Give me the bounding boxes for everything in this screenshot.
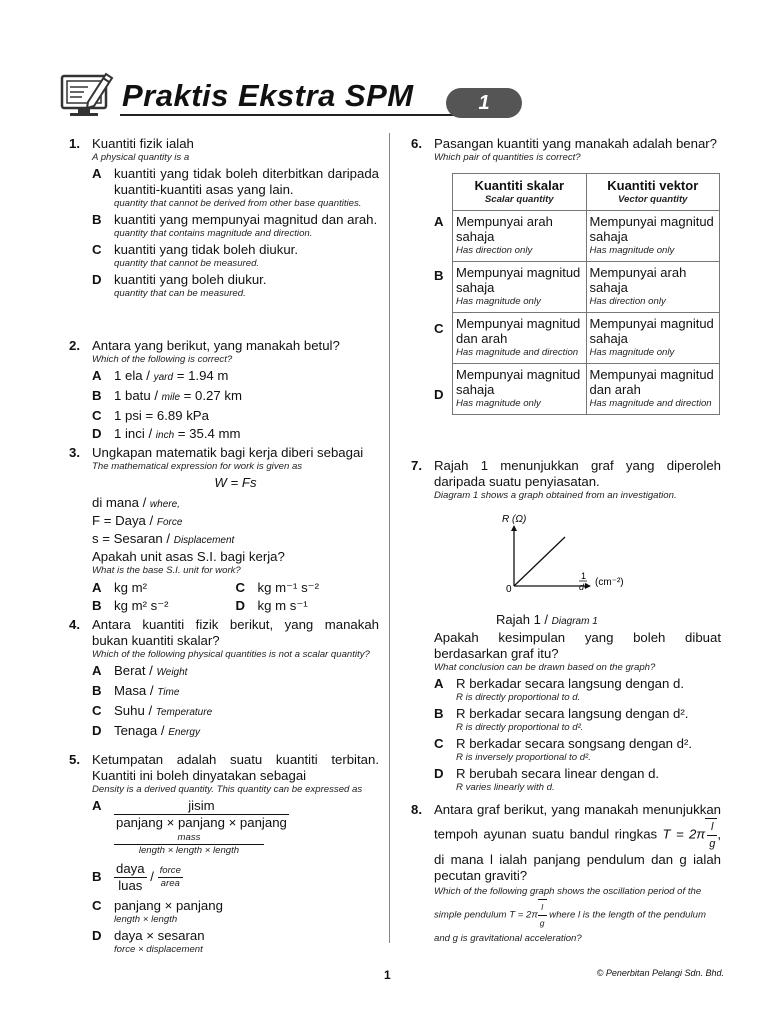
question-translation: Which of the following physical quantities is not a scalar quantity? — [92, 649, 370, 660]
question-number: 2. — [69, 338, 80, 353]
question-number: 7. — [411, 458, 422, 473]
graph-x-unit: (cm⁻²) — [595, 577, 624, 588]
question-6 — [411, 136, 721, 164]
option-a[interactable]: A kg m² — [92, 580, 147, 595]
question-text: Pasangan kuantiti yang manakah adalah benar? — [434, 136, 718, 151]
table-row[interactable]: Mempunyai magnitud sahaja Has magnitude only Mempunyai arah sahaja Has direction only — [453, 261, 720, 312]
question-4 — [69, 617, 379, 741]
question-number: 8. — [411, 802, 422, 817]
question-number: 1. — [69, 136, 80, 151]
sub-question-text: Apakah kesimpulan yang boleh dibuat berdasarkan graf itu? — [434, 630, 721, 661]
question-text: Ketumpatan adalah suatu kuantiti terbitan. Kuantiti ini boleh dinyatakan sebagai — [92, 752, 379, 783]
question-text: Kuantiti fizik ialah — [92, 136, 194, 151]
question-number: 4. — [69, 617, 80, 632]
chapter-badge: 1 — [446, 88, 522, 118]
question-8 — [411, 802, 721, 946]
option-c[interactable]: C R berkadar secara songsang dengan d². R is inversely proportional to d². — [434, 736, 693, 763]
table-row[interactable]: Mempunyai magnitud dan arah Has magnitude and direction Mempunyai magnitud sahaja Has magnitude only — [453, 312, 720, 363]
question-number: 6. — [411, 136, 422, 151]
option-d[interactable]: D R berubah secara linear dengan d. R varies linearly with d. — [434, 766, 660, 793]
publisher-credit: © Penerbitan Pelangi Sdn. Bhd. — [596, 968, 724, 978]
question-1 — [69, 136, 379, 300]
option-a[interactable]: A kuantiti yang tidak boleh diterbitkan daripada kuantiti-kuantiti asas yang lain. quantity that cannot be derived from other base quantities. — [92, 166, 379, 209]
option-b[interactable]: B $\frac{\text{daya}}{\text{luas}}$ / $\frac{\text{force}}{\text{area}}$ — [92, 861, 181, 893]
computer-pencil-icon — [58, 66, 118, 122]
graph-line — [514, 537, 565, 586]
option-a[interactable]: A Berat / Weight — [92, 663, 188, 678]
option-d[interactable]: D Tenaga / Energy — [92, 723, 200, 738]
question-translation: Which of the following graph shows the oscillation period of the simple pendulum T = 2π $\frac{l}{g}$ where l is the length of the pendulum and g is gravitational acceleration? — [434, 886, 706, 944]
question-translation: A physical quantity is a — [92, 152, 190, 163]
title-underline — [120, 114, 455, 116]
option-b[interactable]: B R berkadar secara langsung dengan d². R is directly proportional to d². — [434, 706, 689, 733]
page-number: 1 — [384, 968, 391, 982]
where-line: di mana / where, — [92, 495, 180, 510]
question-text: Antara kuantiti fizik berikut, yang manakah bukan kuantiti skalar? — [92, 617, 379, 648]
sub-question-translation: What conclusion can be drawn based on the graph? — [434, 662, 656, 673]
question-translation: Which pair of quantities is correct? — [434, 152, 581, 163]
question-translation: The mathematical expression for work is given as — [92, 461, 303, 472]
option-c[interactable]: C kg m⁻¹ s⁻² — [235, 580, 320, 595]
question-translation: Which of the following is correct? — [92, 354, 233, 365]
option-d[interactable]: D kuantiti yang boleh diukur. quantity that can be measured. — [92, 272, 267, 299]
work-formula: W = Fs — [214, 475, 257, 490]
option-b[interactable]: B kuantiti yang mempunyai magnitud dan arah. quantity that contains magnitude and direction. — [92, 212, 378, 239]
graph-x-numerator: 1 — [581, 571, 587, 581]
option-a[interactable]: A R berkadar secara langsung dengan d. R is directly proportional to d. — [434, 676, 685, 703]
page-title: Praktis Ekstra SPM — [122, 78, 414, 113]
question-5 — [69, 752, 379, 956]
question-2 — [69, 338, 379, 444]
diagram-caption: Rajah 1 / Diagram 1 — [496, 612, 598, 627]
option-d[interactable]: D 1 inci / inch = 35.4 mm — [92, 426, 241, 441]
header-vector: Kuantiti vektor Vector quantity — [586, 174, 720, 211]
graph-x-denominator: d² — [579, 582, 588, 592]
option-a[interactable]: A $\frac{\text{jisim}}{\text{panjang × panjang × panjang}}$ mass length × length × length — [92, 798, 287, 856]
sub-question-translation: What is the base S.I. unit for work? — [92, 565, 241, 576]
option-d[interactable]: D daya × sesaran force × displacement — [92, 928, 205, 955]
diagram-1-graph — [490, 510, 640, 598]
question-number: 5. — [69, 752, 80, 767]
graph-y-label: R (Ω) — [502, 514, 527, 525]
option-b[interactable]: B — [434, 268, 444, 283]
question-text: Antara graf berikut, yang manakah menunjukkan tempoh ayunan suatu bandul ringkas T = 2π $\frac{l}{g}$ , di mana l ialah panjang pendulum dan g ialah pecutan graviti? — [434, 802, 722, 883]
option-d[interactable]: D — [434, 387, 444, 402]
table-row[interactable]: Mempunyai magnitud sahaja Has magnitude only Mempunyai magnitud dan arah Has magnitude and direction — [453, 363, 720, 414]
option-b[interactable]: B Masa / Time — [92, 683, 180, 698]
question-text: Rajah 1 menunjukkan graf yang diperoleh daripada suatu penyiasatan. — [434, 458, 721, 489]
option-c[interactable]: C — [434, 321, 444, 336]
sub-question-text: Apakah unit asas S.I. bagi kerja? — [92, 549, 285, 564]
force-definition: F = Daya / Force — [92, 513, 183, 528]
question-translation: Diagram 1 shows a graph obtained from an investigation. — [434, 490, 677, 501]
question-translation: Density is a derived quantity. This quantity can be expressed as — [92, 784, 363, 795]
header-scalar: Kuantiti skalar Scalar quantity — [453, 174, 587, 211]
option-d[interactable]: D kg m s⁻¹ — [235, 598, 308, 613]
question-text: Antara yang berikut, yang manakah betul? — [92, 338, 340, 353]
option-a[interactable]: A 1 ela / yard = 1.94 m — [92, 368, 229, 383]
quantity-table — [452, 173, 720, 415]
question-number: 3. — [69, 445, 80, 460]
option-c[interactable]: C 1 psi = 6.89 kPa — [92, 408, 209, 423]
question-7-ask — [411, 630, 721, 794]
question-7 — [411, 458, 721, 502]
graph-origin: 0 — [506, 584, 512, 595]
displacement-definition: s = Sesaran / Displacement — [92, 531, 235, 546]
option-b[interactable]: B 1 batu / mile = 0.27 km — [92, 388, 242, 403]
column-divider — [389, 133, 390, 943]
table-row[interactable]: Mempunyai arah sahaja Has direction only Mempunyai magnitud sahaja Has magnitude only — [453, 210, 720, 261]
option-c[interactable]: C kuantiti yang tidak boleh diukur. quantity that cannot be measured. — [92, 242, 299, 269]
option-c[interactable]: C Suhu / Temperature — [92, 703, 213, 718]
option-a[interactable]: A — [434, 214, 444, 229]
option-c[interactable]: C panjang × panjang length × length — [92, 898, 223, 925]
question-3 — [69, 445, 379, 614]
option-b[interactable]: B kg m² s⁻² — [92, 598, 169, 613]
question-text: Ungkapan matematik bagi kerja diberi sebagai — [92, 445, 364, 460]
